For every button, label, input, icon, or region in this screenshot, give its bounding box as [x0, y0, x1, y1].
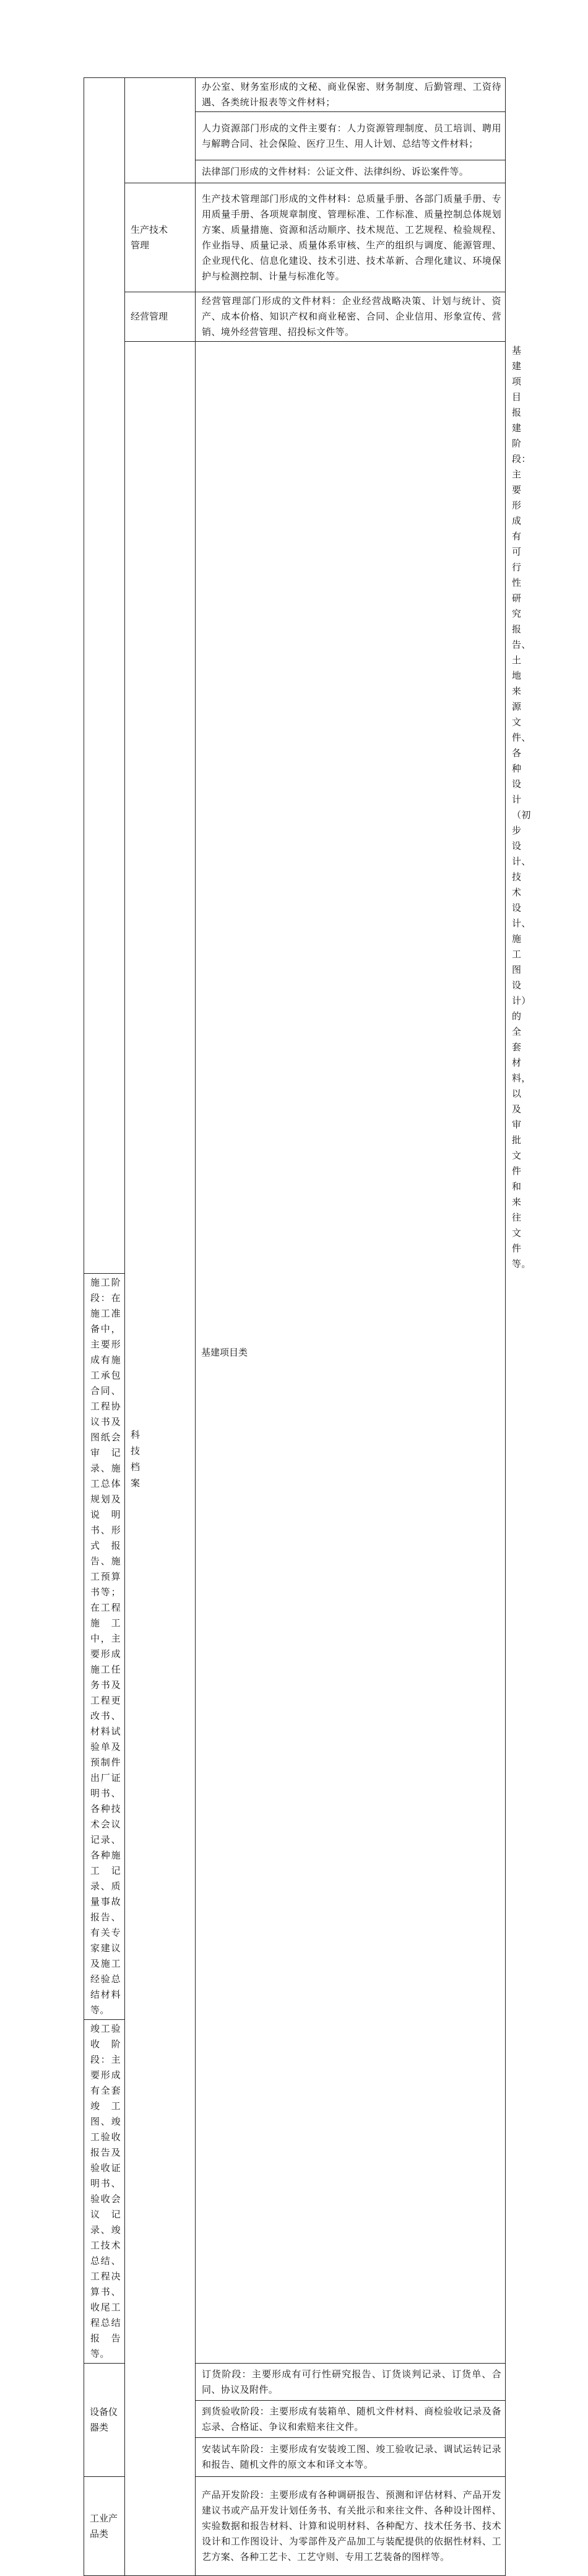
content-cell: 产品开发阶段：主要形成有各种调研报告、预测和评估材料、产品开发建议书或产品开发计划任务书、有关批示和来往文件、各种设计图样、实验数据和报告材料、计算和说明材料、各种配方、技术任务书、技术设计和工作图设计、为零部件及产品加工与装配提供的依据性材料、工艺方案、各种工艺卡、工艺守则、专用工艺装备的图样等。: [196, 2477, 506, 2576]
category-char: 案: [131, 1477, 141, 1489]
subcategory-cell-empty: [125, 78, 196, 183]
content-cell: 生产技术管理部门形成的文件材料：总质量手册、各部门质量手册、专用质量手册、各项规章制度、管理标准、工作标准、质量控制总体规划方案、质量措施、资源和活动顺序、技术规范、工艺规程、检验规程、作业指导、质量记录、质量体系审核、生产的组织与调度、能源管理、企业现代化、信息化建设、技术引进、技术革新、合理化建议、环境保护与检测控制、计量与标准化等。: [196, 183, 506, 292]
content-cell: 办公室、财务室形成的文秘、商业保密、财务制度、后勤管理、工资待遇、各类统计报表等文件材料；: [196, 78, 506, 112]
category-char: 技: [131, 1445, 141, 1456]
table-row: [84, 78, 506, 112]
content-cell: 人力资源部门形成的文件主要有：人力资源管理制度、员工培训、聘用与解聘合同、社会保险、医疗卫生、用人计划、总结等文件材料；: [196, 112, 506, 160]
subcategory-business: 经营管理: [125, 292, 196, 342]
content-cell: 法律部门形成的文件材料：公证文件、法律纠纷、诉讼案件等。: [196, 160, 506, 183]
archive-table: [84, 77, 531, 2576]
subcategory-construction: 基建项目类: [196, 342, 506, 2364]
table-row: 科 技 档 案 基建项目类 基建项目报建阶段：主要形成有可行性研究报告、土地来源文件、各种设计（初步设计、技术设计、施工图设计）的全套材料，以及审批文件和来往文件等。: [84, 342, 506, 1274]
content-cell: 施工阶段：在施工准备中，主要形成有施工承包合同、工程协议书及图纸会审记录、施工总体规划及说明书、形式报告、施工预算书等；在工程施工中，主要形成施工任务书及工程更改书、材料试验单及预制件出厂证明书、各种技术会议记录、各种施工记录、质量事故报告、有关专家建议及施工经验总结材料等。: [84, 1274, 125, 2020]
category-tech-archives: [125, 342, 196, 2576]
content-cell: 到货验收阶段：主要形成有装箱单、随机文件材料、商检验收记录及备忘录、合格证、争议和索赔来往文件。: [196, 2401, 506, 2438]
category-cell-empty: [84, 78, 125, 1274]
content-cell: 经营管理部门形成的文件材料：企业经营战略决策、计划与统计、资产、成本价格、知识产权和商业秘密、合同、企业信用、形象宣传、营销、境外经营管理、招投标文件等。: [196, 292, 506, 342]
category-char: 科: [131, 1429, 141, 1440]
table-row: [84, 183, 506, 292]
subcategory-equipment: 设备仪器类: [84, 2364, 125, 2477]
subcategory-production: [125, 183, 196, 292]
content-cell: 安装试车阶段：主要形成有安装竣工图、竣工验收记录、调试运转记录和报告、随机文件的原文本和译文本等。: [196, 2438, 506, 2477]
content-cell: 订货阶段：主要形成有可行性研究报告、订货谈判记录、订货单、合同、协议及附件。: [196, 2364, 506, 2401]
subcategory-label-line: 生产技术: [131, 224, 168, 235]
subcategory-label-line: 管理: [131, 239, 150, 251]
category-char: 档: [131, 1461, 141, 1473]
subcategory-industrial: 工业产品类: [84, 2477, 125, 2576]
table-row: [84, 292, 506, 342]
content-cell: 竣工验收阶段：主要形成有全套竣工图、竣工验收报告及验收证明书、验收会议记录、竣工技术总结、工程决算书、收尾工程总结报告等。: [84, 2020, 125, 2364]
